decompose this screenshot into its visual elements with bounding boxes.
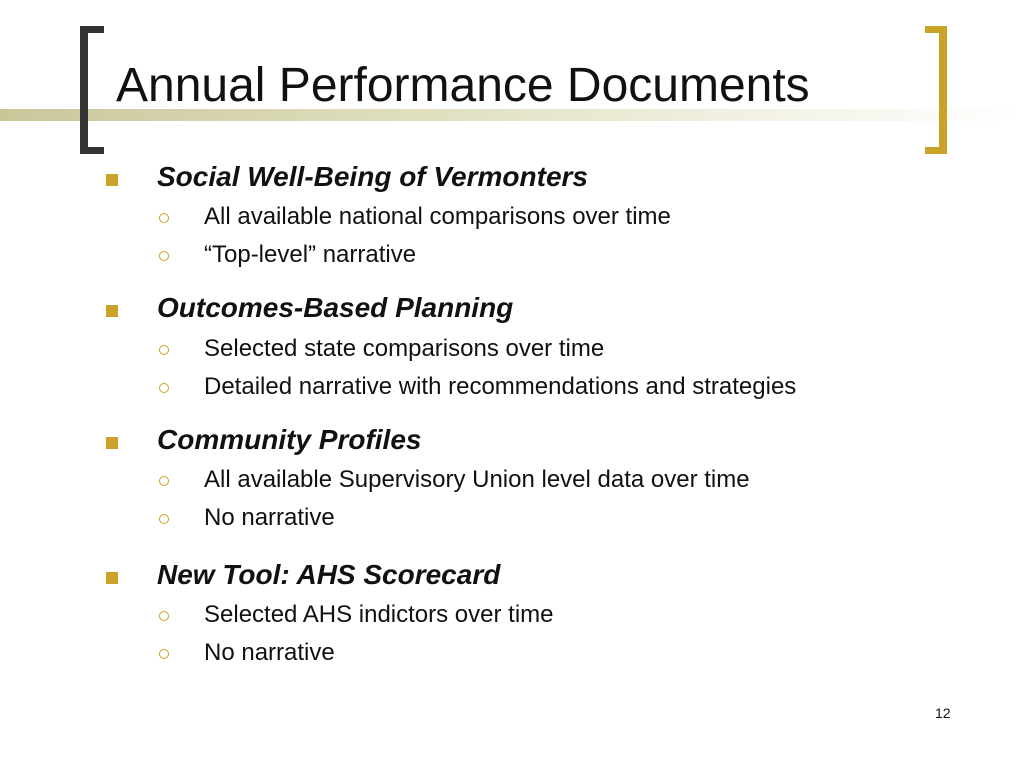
section-heading: New Tool: AHS Scorecard xyxy=(157,559,501,590)
circle-bullet-icon xyxy=(159,514,169,524)
page-number: 12 xyxy=(935,705,951,721)
list-item: No narrative xyxy=(204,504,335,531)
list-item: Selected state comparisons over time xyxy=(204,335,605,362)
list-item: Detailed narrative with recommendations and strategies xyxy=(204,373,797,400)
square-bullet-icon xyxy=(106,305,118,317)
slide-title: Annual Performance Documents xyxy=(116,59,810,112)
list-item: Selected AHS indictors over time xyxy=(204,601,554,628)
circle-bullet-icon xyxy=(159,476,169,486)
circle-bullet-icon xyxy=(159,251,169,261)
square-bullet-icon xyxy=(106,437,118,449)
square-bullet-icon xyxy=(106,572,118,584)
list-item: “Top-level” narrative xyxy=(204,241,417,268)
list-item: All available Supervisory Union level data over time xyxy=(204,466,750,493)
square-bullet-icon xyxy=(106,174,118,186)
circle-bullet-icon xyxy=(159,611,169,621)
left-bracket-decoration xyxy=(80,26,104,154)
section-heading: Community Profiles xyxy=(157,424,422,455)
circle-bullet-icon xyxy=(159,383,169,393)
right-bracket-decoration xyxy=(925,26,947,154)
circle-bullet-icon xyxy=(159,213,169,223)
circle-bullet-icon xyxy=(159,649,169,659)
section-heading: Social Well-Being of Vermonters xyxy=(157,161,588,192)
section-heading: Outcomes-Based Planning xyxy=(157,292,514,323)
list-item: No narrative xyxy=(204,639,335,666)
circle-bullet-icon xyxy=(159,345,169,355)
list-item: All available national comparisons over time xyxy=(204,203,671,230)
